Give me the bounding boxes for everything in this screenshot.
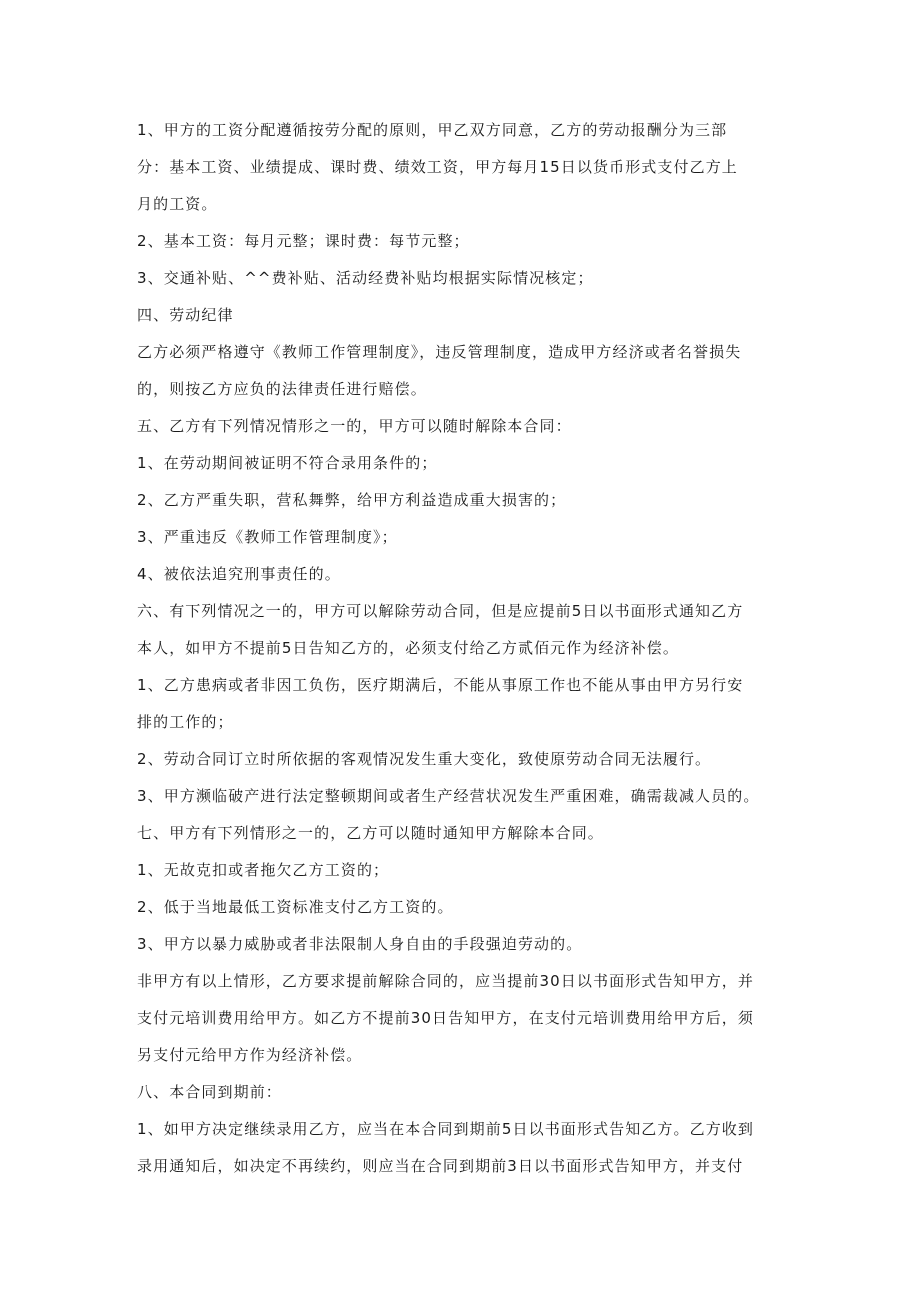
text-line: 录用通知后，如决定不再续约，则应当在合同到期前3日以书面形式告知甲方，并支付 xyxy=(137,1157,744,1175)
text-line: 1、甲方的工资分配遵循按劳分配的原则，甲乙双方同意，乙方的劳动报酬分为三部 xyxy=(137,121,728,139)
text-line: 另支付元给甲方作为经济补偿。 xyxy=(137,1046,363,1064)
text-line: 排的工作的； xyxy=(137,713,234,731)
text-line: 支付元培训费用给甲方。如乙方不提前30日告知甲方，在支付元培训费用给甲方后，须 xyxy=(137,1009,754,1027)
text-line: 分：基本工资、业绩提成、课时费、绩效工资，甲方每月15日以货币形式支付乙方上 xyxy=(137,158,738,176)
text-line: 3、甲方以暴力威胁或者非法限制人身自由的手段强迫劳动的。 xyxy=(137,935,583,953)
text-line: 非甲方有以上情形，乙方要求提前解除合同的，应当提前30日以书面形式告知甲方，并 xyxy=(137,972,754,990)
text-line: 3、甲方濒临破产进行法定整顿期间或者生产经营状况发生严重困难，确需裁减人员的。 xyxy=(137,787,760,805)
section-heading: 五、乙方有下列情况情形之一的，甲方可以随时解除本合同： xyxy=(137,417,572,435)
text-line: 2、低于当地最低工资标准支付乙方工资的。 xyxy=(137,898,454,916)
contract-text xyxy=(137,112,797,1185)
text-line: 2、乙方严重失职，营私舞弊，给甲方利益造成重大损害的； xyxy=(137,491,567,509)
text-line: 的，则按乙方应负的法律责任进行赔偿。 xyxy=(137,380,427,398)
text-line: 3、交通补贴、^^费补贴、活动经费补贴均根据实际情况核定； xyxy=(137,269,594,287)
text-line: 2、劳动合同订立时所依据的客观情况发生重大变化，致使原劳动合同无法履行。 xyxy=(137,750,712,768)
text-line: 2、基本工资：每月元整；课时费：每节元整； xyxy=(137,232,470,250)
text-line: 1、在劳动期间被证明不符合录用条件的； xyxy=(137,454,438,472)
text-line: 月的工资。 xyxy=(137,195,218,213)
section-heading: 六、有下列情况之一的，甲方可以解除劳动合同，但是应提前5日以书面形式通知乙方 xyxy=(137,602,744,620)
text-line: 4、被依法追究刑事责任的。 xyxy=(137,565,341,583)
section-heading: 七、甲方有下列情形之一的，乙方可以随时通知甲方解除本合同。 xyxy=(137,824,604,842)
text-line: 3、严重违反《教师工作管理制度》； xyxy=(137,528,398,546)
text-line: 1、如甲方决定继续录用乙方，应当在本合同到期前5日以书面形式告知乙方。乙方收到 xyxy=(137,1120,754,1138)
section-heading: 八、本合同到期前： xyxy=(137,1083,282,1101)
section-heading: 四、劳动纪律 xyxy=(137,306,234,324)
text-line: 1、无故克扣或者拖欠乙方工资的； xyxy=(137,861,390,879)
text-line: 1、乙方患病或者非因工负伤，医疗期满后，不能从事原工作也不能从事由甲方另行安 xyxy=(137,676,744,694)
text-line: 乙方必须严格遵守《教师工作管理制度》，违反管理制度，造成甲方经济或者名誉损失 xyxy=(137,343,742,361)
text-line: 本人，如甲方不提前5日告知乙方的，必须支付给乙方贰佰元作为经济补偿。 xyxy=(137,639,679,657)
